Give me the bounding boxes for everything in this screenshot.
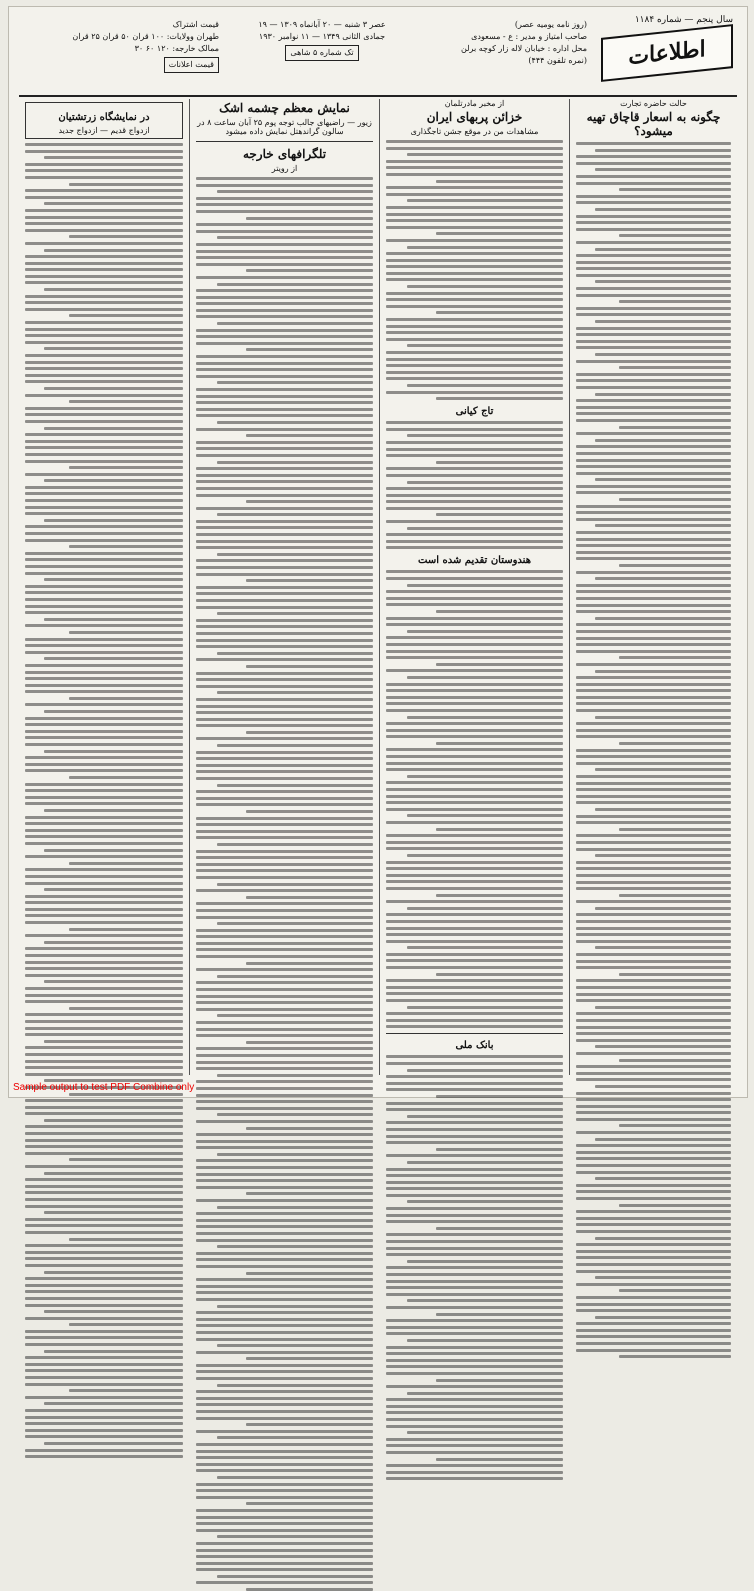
column-right bbox=[569, 99, 737, 1075]
left-body bbox=[25, 143, 183, 1458]
sample-watermark: Sample output to test PDF Combine only bbox=[13, 1082, 195, 1093]
lead-body bbox=[576, 142, 731, 1358]
exhibition-sub: زیور — راضیهای جالب توجه پوم ۲۵ آبان ساعت ۸ در سالون گراندهتل نمایش داده میشود bbox=[197, 118, 372, 136]
crown-caption: تاج کیانی bbox=[455, 406, 494, 418]
phone-line: (نمره تلفون ۴۴۴) bbox=[528, 56, 587, 65]
column-left bbox=[19, 99, 189, 1075]
lead-kicker: حالت حاضره تجارت bbox=[620, 99, 687, 108]
women-sub: ازدواج قدیم — ازدواج جدید bbox=[58, 126, 150, 135]
women-title: در نمایشگاه زرتشتیان bbox=[58, 112, 150, 123]
article-columns bbox=[19, 99, 737, 1075]
telegrams-title: تلگرافهای خارجه bbox=[242, 147, 327, 161]
address-line: محل اداره : خیابان لاله زار کوچه برلن bbox=[461, 44, 587, 53]
telegrams-body bbox=[196, 177, 373, 1591]
exhibition-title: نمایش معظم چشمه اشک bbox=[219, 101, 350, 115]
price-box: تک شماره ۵ شاهی bbox=[285, 45, 358, 61]
women-box bbox=[25, 102, 183, 139]
treasures-title: خزائن پربهای ایران bbox=[426, 110, 523, 124]
subs-title: قیمت اشتراک bbox=[172, 20, 219, 29]
column-treasures bbox=[379, 99, 569, 1075]
date-line: عصر ۳ شنبه — ۲۰ آبانماه ۱۳۰۹ — ۱۹ جمادی الثانی ۱۳۴۹ — ۱۱ نوامبر ۱۹۳۰ bbox=[258, 20, 386, 41]
year-issue: سال پنجم — شماره ۱۱۸۴ bbox=[634, 15, 733, 25]
masthead-info bbox=[407, 19, 587, 67]
treasures-sub: مشاهدات من در موقع جشن تاجگذاری bbox=[410, 127, 539, 136]
telegrams-sub: از رویتر bbox=[271, 164, 298, 173]
date-block bbox=[247, 19, 397, 61]
ads-title: قیمت اعلانات bbox=[164, 57, 219, 73]
jewels-caption: هندوستان تقدیم شده است bbox=[418, 555, 531, 567]
masthead bbox=[19, 15, 737, 97]
subscription-block bbox=[19, 19, 219, 73]
newspaper-page bbox=[8, 6, 748, 1098]
masthead-logo bbox=[597, 15, 737, 95]
treasures-body bbox=[386, 140, 563, 400]
treasures-byline: از مخبر مادرتلمان bbox=[444, 99, 505, 108]
column-telegrams bbox=[189, 99, 379, 1075]
lead-title: چگونه به اسعار قاچاق تهیه میشود؟ bbox=[586, 110, 721, 138]
owner-line: صاحب امتیاز و مدیر : ع - مسعودی bbox=[471, 32, 587, 41]
subs-row: ممالک خارجه: ۱۲۰ ۶۰ ۳۰ bbox=[134, 44, 219, 53]
newspaper-name: اطلاعات bbox=[601, 24, 733, 82]
daily-label: (روز نامه یومیه عصر) bbox=[514, 20, 587, 29]
subs-row: طهران وولایات: ۱۰۰ قران ۵۰ قران ۲۵ قران bbox=[72, 32, 219, 41]
bank-title: بانک ملی bbox=[455, 1040, 494, 1052]
